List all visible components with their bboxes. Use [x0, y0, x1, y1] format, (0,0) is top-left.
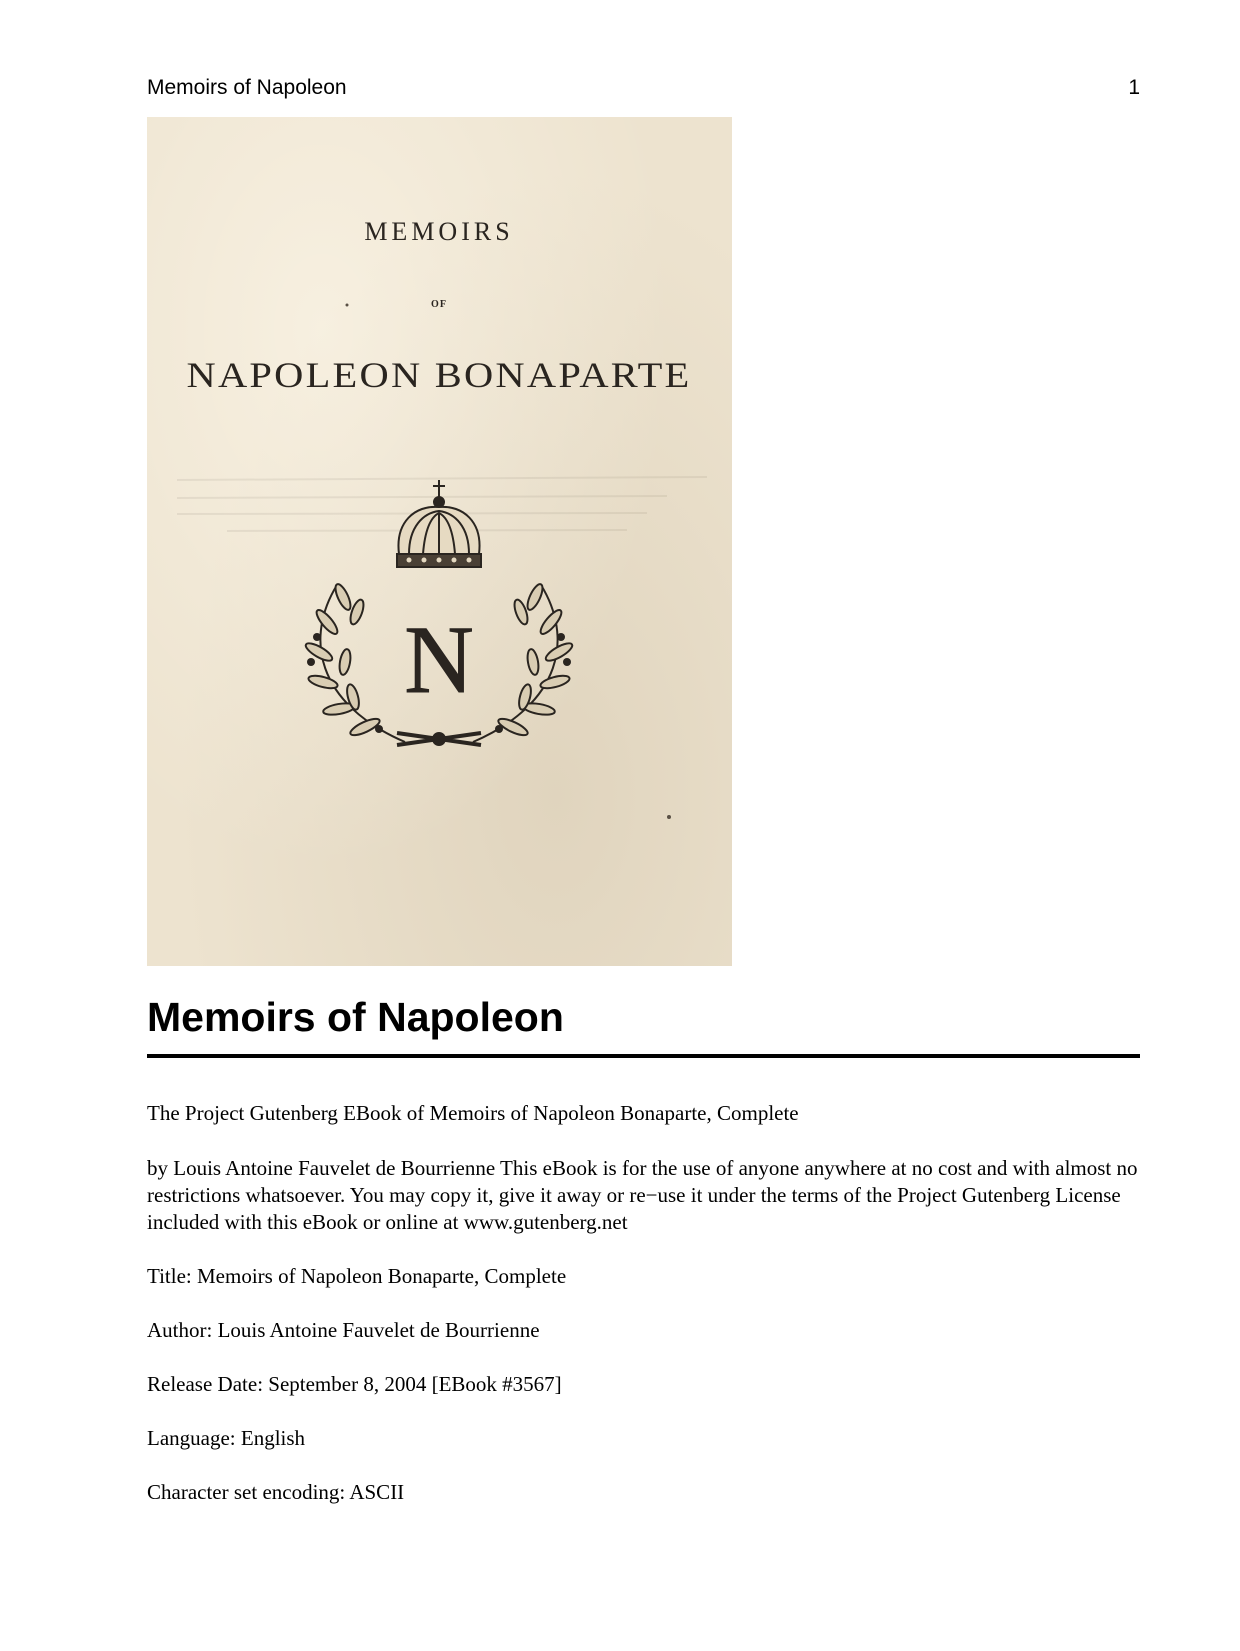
running-header [147, 73, 1140, 103]
main-title: Memoirs of Napoleon [147, 994, 564, 1040]
header-title: Memoirs of Napoleon [147, 76, 347, 99]
cover-title-line-2: OF [431, 299, 447, 310]
paragraph-author: Author: Louis Antoine Fauvelet de Bourrienne [147, 1318, 540, 1342]
paragraph-title: Title: Memoirs of Napoleon Bonaparte, Complete [147, 1264, 567, 1288]
cover-illustration [147, 117, 732, 966]
cover-image [147, 117, 732, 966]
paragraph-language: Language: English [147, 1426, 306, 1450]
crown-icon [397, 480, 481, 567]
cover-title-line-1: MEMOIRS [364, 217, 514, 246]
paragraph-encoding: Character set encoding: ASCII [147, 1480, 405, 1504]
title-divider [147, 1054, 1140, 1058]
paragraph-ebook-intro: The Project Gutenberg EBook of Memoirs of Napoleon Bonaparte, Complete [147, 1101, 799, 1125]
cover-title-line-3: NAPOLEON BONAPARTE [186, 355, 692, 395]
paragraph-release-date: Release Date: September 8, 2004 [EBook #3567] [147, 1372, 562, 1396]
page-number: 1 [1128, 76, 1140, 99]
paragraph-license: by Louis Antoine Fauvelet de Bourrienne This eBook is for the use of anyone anywhere at no cost and with almost no restrictions whatsoever. You may copy it, give it away or re−use it under the terms of the Project Gutenberg License included with this eBook or online at www.gutenberg.net [147, 1156, 1138, 1234]
monogram-n: N [404, 606, 474, 713]
